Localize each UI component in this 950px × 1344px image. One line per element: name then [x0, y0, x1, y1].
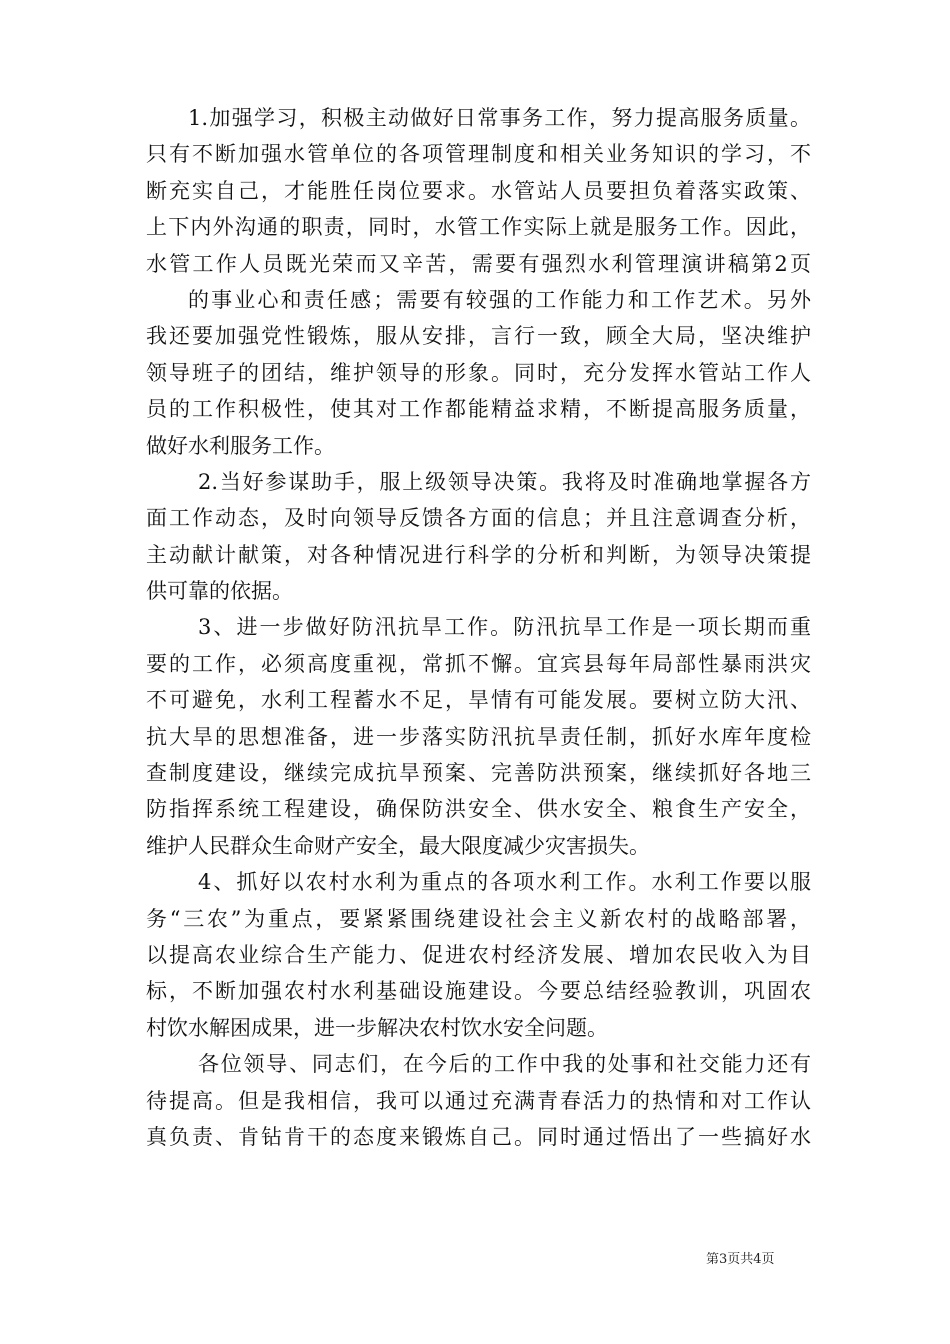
text-line: 4、抓好以农村水利为重点的各项水利工作。水利工作要以服: [198, 870, 811, 895]
text-line: 做好水利服务工作。: [146, 433, 335, 458]
page-number: 第3页共4页: [706, 1252, 775, 1267]
text-line: 抗大旱的思想准备，进一步落实防汛抗旱责任制，抓好水库年度检: [146, 724, 811, 749]
text-line: 的事业心和责任感；需要有较强的工作能力和工作艺术。另外: [188, 287, 811, 312]
text-line: 只有不断加强水管单位的各项管理制度和相关业务知识的学习，不: [146, 142, 811, 167]
text-line: 不可避免，水利工程蓄水不足，旱情有可能发展。要树立防大汛、: [146, 688, 811, 713]
text-line: 防指挥系统工程建设，确保防洪安全、供水安全、粮食生产安全，: [146, 797, 811, 822]
text-line: 要的工作，必须高度重视，常抓不懈。宜宾县每年局部性暴雨洪灾: [146, 651, 811, 676]
text-line: 待提高。但是我相信，我可以通过充满青春活力的热情和对工作认: [146, 1088, 811, 1113]
text-line: 查制度建设，继续完成抗旱预案、完善防洪预案，继续抓好各地三: [146, 761, 811, 786]
text-line: 面工作动态，及时向领导反馈各方面的信息；并且注意调查分析，: [146, 506, 811, 531]
text-line: 各位领导、同志们，在今后的工作中我的处事和社交能力还有: [198, 1052, 811, 1077]
text-line: 维护人民群众生命财产安全，最大限度减少灾害损失。: [146, 833, 650, 858]
text-line: 供可靠的依据。: [146, 579, 293, 604]
text-line: 我还要加强党性锻炼，服从安排，言行一致，顾全大局，坚决维护: [146, 324, 811, 349]
text-line: 领导班子的团结，维护领导的形象。同时，充分发挥水管站工作人: [146, 360, 811, 385]
text-line: 水管工作人员既光荣而又辛苦，需要有强烈水利管理演讲稿第2页: [146, 251, 811, 276]
text-line: 1.加强学习，积极主动做好日常事务工作，努力提高服务质量。: [188, 106, 811, 130]
text-line: 以提高农业综合生产能力、促进农村经济发展、增加农民收入为目: [146, 942, 811, 967]
text-line: 上下内外沟通的职责，同时，水管工作实际上就是服务工作。因此，: [146, 215, 811, 240]
text-line: 村饮水解困成果，进一步解决农村饮水安全问题。: [146, 1015, 608, 1040]
text-line: 员的工作积极性，使其对工作都能精益求精，不断提高服务质量，: [146, 397, 811, 422]
text-line: 主动献计献策，对各种情况进行科学的分析和判断，为领导决策提: [146, 542, 811, 567]
text-line: 2.当好参谋助手，服上级领导决策。我将及时准确地掌握各方: [198, 469, 811, 494]
text-line: 标，不断加强农村水利基础设施建设。今要总结经验教训，巩固农: [146, 979, 811, 1004]
text-line: 务“三农”为重点，要紧紧围绕建设社会主义新农村的战略部署，: [146, 906, 811, 931]
text-line: 3、进一步做好防汛抗旱工作。防汛抗旱工作是一项长期而重: [198, 615, 811, 640]
text-line: 断充实自己，才能胜任岗位要求。水管站人员要担负着落实政策、: [146, 178, 811, 203]
text-line: 真负责、肯钻肯干的态度来锻炼自己。同时通过悟出了一些搞好水: [146, 1124, 811, 1149]
document-body: [146, 100, 811, 1155]
